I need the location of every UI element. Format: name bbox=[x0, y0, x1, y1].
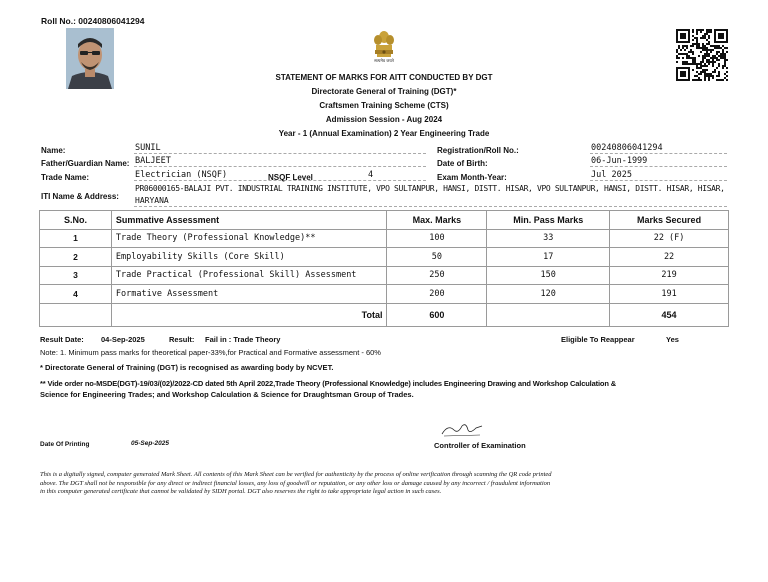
printing-date-label: Date Of Printing bbox=[40, 441, 90, 448]
row-sno: 4 bbox=[40, 285, 112, 304]
row-max-marks: 100 bbox=[387, 229, 487, 248]
row-marks-secured: 191 bbox=[610, 285, 729, 304]
column-header-max-marks: Max. Marks bbox=[387, 211, 487, 230]
total-label: Total bbox=[111, 303, 387, 326]
row-marks-secured: 219 bbox=[610, 266, 729, 285]
table-row bbox=[40, 229, 729, 248]
row-min-pass-marks: 120 bbox=[487, 285, 610, 304]
disclaimer-line-2: above. The DGT shall not be responsible for any direct or indirect financial losses, any loss of goodwill or reputation, or any other loss or damage caused by any incorrect / fraudulent information bbox=[40, 479, 551, 487]
printing-date: 05-Sep-2025 bbox=[131, 440, 169, 447]
row-max-marks: 250 bbox=[387, 266, 487, 285]
table-header-row bbox=[40, 211, 729, 230]
heading-line-2: Craftsmen Training Scheme (CTS) bbox=[319, 101, 449, 110]
total-marks-secured: 454 bbox=[610, 303, 729, 326]
row-marks-secured: 22 bbox=[610, 248, 729, 267]
document-title: STATEMENT OF MARKS FOR AITT CONDUCTED BY DGT bbox=[275, 73, 493, 82]
total-row bbox=[40, 303, 729, 326]
result-date-label: Result Date: bbox=[40, 335, 84, 344]
column-header-assessment: Summative Assessment bbox=[111, 211, 387, 230]
iti-address-line-1: PR06000165-BALAJI PVT. INDUSTRIAL TRAINING INSTITUTE, VPO SULTANPUR, HANSI, DISTT. HISAR, VPO SULTANPUR, HANSI, DISTT. HISAR, HISAR, bbox=[135, 184, 725, 193]
marks-table bbox=[39, 210, 729, 327]
disclaimer-line-3: in this computer generated certificate that cannot be validated by SIDH portal. DGT also reserves the right to take appropriate legal action in such cases. bbox=[40, 488, 442, 495]
reappear-label: Eligible To Reappear bbox=[561, 335, 635, 344]
row-assessment: Formative Assessment bbox=[111, 285, 387, 304]
disclaimer bbox=[40, 471, 730, 497]
roll-number-header: Roll No.: 00240806041294 bbox=[41, 16, 145, 26]
exam-label: Exam Month-Year: bbox=[437, 173, 507, 182]
note-order-line-1: ** Vide order no-MSDE(DGT)-19/03/(02)/2022-CD dated 5th April 2022,Trade Theory (Professional Knowledge) includes Engineering Drawing and Workshop Calculation & bbox=[40, 379, 616, 388]
row-max-marks: 200 bbox=[387, 285, 487, 304]
result-label: Result: bbox=[169, 335, 195, 344]
row-assessment: Trade Practical (Professional Skill) Assessment bbox=[111, 266, 387, 285]
disclaimer-line-1: This is a digitally signed, computer generated Mark Sheet. All contents of this Mark Sheet can be verified for authenticity by the process of online verification through scanning the QR code printed bbox=[40, 471, 552, 478]
row-sno: 1 bbox=[40, 229, 112, 248]
date-of-birth: 06-Jun-1999 bbox=[591, 156, 648, 166]
column-header-min-pass-marks: Min. Pass Marks bbox=[487, 211, 610, 230]
heading-line-3: Admission Session - Aug 2024 bbox=[325, 115, 443, 124]
note-order-line-2: Science for Engineering Trades; and Workshop Calculation & Science for Draughtsman Group of Trades. bbox=[40, 390, 414, 399]
trade-label: Trade Name: bbox=[41, 173, 90, 182]
nsqf-level: 4 bbox=[368, 170, 374, 180]
row-sno: 3 bbox=[40, 266, 112, 285]
result-value: Fail in : Trade Theory bbox=[205, 335, 281, 344]
father-name: BALJEET bbox=[135, 156, 171, 166]
result-date: 04-Sep-2025 bbox=[101, 335, 145, 344]
table-row bbox=[40, 285, 729, 304]
column-header-marks-secured: Marks Secured bbox=[610, 211, 729, 230]
reappear-value: Yes bbox=[666, 335, 679, 344]
exam-month-year: Jul 2025 bbox=[591, 170, 632, 180]
column-header-sno: S.No. bbox=[40, 211, 112, 230]
heading-line-1: Directorate General of Training (DGT)* bbox=[311, 87, 457, 96]
total-max-marks: 600 bbox=[387, 303, 487, 326]
controller-of-examination: Controller of Examination bbox=[434, 441, 526, 450]
row-sno: 2 bbox=[40, 248, 112, 267]
trade-name: Electrician (NSQF) bbox=[135, 170, 228, 180]
row-marks-secured: 22 (F) bbox=[610, 229, 729, 248]
candidate-name: SUNIL bbox=[135, 143, 161, 153]
iti-label: ITI Name & Address: bbox=[41, 192, 119, 201]
note-pass-marks: Note: 1. Minimum pass marks for theoretical paper-33%,for Practical and Formative assessment - 60% bbox=[40, 348, 381, 357]
row-max-marks: 50 bbox=[387, 248, 487, 267]
registration-label: Registration/Roll No.: bbox=[437, 146, 519, 155]
registration-number: 00240806041294 bbox=[591, 143, 663, 153]
nsqf-label: NSQF Level bbox=[268, 173, 313, 182]
name-label: Name: bbox=[41, 146, 66, 155]
iti-address-line-2: HARYANA bbox=[135, 196, 169, 205]
row-assessment: Employability Skills (Core Skill) bbox=[111, 248, 387, 267]
row-min-pass-marks: 33 bbox=[487, 229, 610, 248]
row-min-pass-marks: 17 bbox=[487, 248, 610, 267]
table-row bbox=[40, 266, 729, 285]
national-emblem-icon bbox=[369, 27, 399, 67]
row-min-pass-marks: 150 bbox=[487, 266, 610, 285]
row-assessment: Trade Theory (Professional Knowledge)** bbox=[111, 229, 387, 248]
controller-signature-icon bbox=[440, 420, 484, 443]
emblem-caption: सत्यमेव जयते bbox=[374, 58, 394, 63]
heading-line-4: Year - 1 (Annual Examination) 2 Year Engineering Trade bbox=[278, 129, 490, 138]
father-label: Father/Guardian Name: bbox=[41, 159, 130, 168]
table-row bbox=[40, 248, 729, 267]
dob-label: Date of Birth: bbox=[437, 159, 488, 168]
note-awarding-body: * Directorate General of Training (DGT) is recognised as awarding body by NCVET. bbox=[40, 363, 334, 372]
